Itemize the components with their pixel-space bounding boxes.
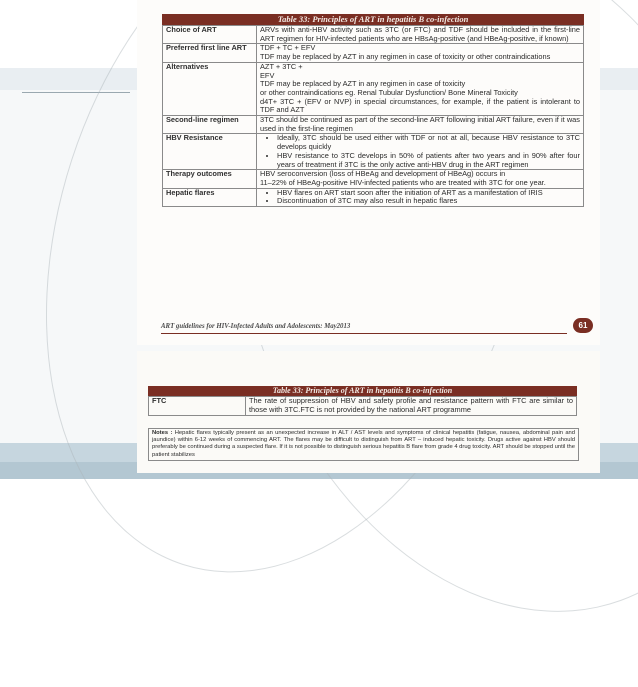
page-number: 61: [573, 318, 593, 333]
row-label: Alternatives: [163, 62, 257, 115]
table-row: [163, 116, 584, 134]
row-value: [257, 188, 584, 206]
row-value: AZT + 3TC + EFV TDF may be replaced by AZT in any regimen in case of toxicity or other contraindications eg. Renal Tubular Dysfunction/ Bone Mineral Toxicity d4T+ 3TC + (EFV or NVP) in special circumstances, for example, if the patient is intolerant to TDF and AZT: [257, 62, 584, 115]
table-row: [163, 44, 584, 62]
principles-table: [162, 25, 584, 207]
row-label: HBV Resistance: [163, 134, 257, 170]
document-page-1: [137, 0, 600, 345]
principles-table-continued: [148, 396, 577, 416]
table-row: [163, 26, 584, 44]
row-value: 3TC should be continued as part of the second-line ART following initial ART failure, even if it was used in the first-line regimen: [257, 116, 584, 134]
row-label: Choice of ART: [163, 26, 257, 44]
table-title: Table 33: Principles of ART in hepatitis B co-infection: [148, 386, 577, 396]
row-value: The rate of suppression of HBV and safety profile and resistance pattern with FTC are similar to those with 3TC.FTC is not provided by the national ART programme: [246, 397, 577, 416]
page-footer: ART guidelines for HIV-Infected Adults and Adolescents: May2013: [161, 323, 567, 334]
table-row: [149, 397, 577, 416]
row-label: Hepatic flares: [163, 188, 257, 206]
table-row: [163, 62, 584, 115]
row-value: [257, 134, 584, 170]
row-value: TDF + TC + EFV TDF may be replaced by AZT in any regimen in case of toxicity or other contraindications: [257, 44, 584, 62]
table-notes: Notes : Hepatic flares typically present as an unexpected increase in ALT / AST levels and symptoms of clinical hepatitis (fatigue, nausea, abdominal pain and jaundice) within 6-12 weeks of commencing ART. The flares may be difficult to distinguish from ART – induced hepatic toxicity. Drugs active against HBV should preferably be continued during a suspected flare. If it is not possible to distinguish serious hepatitis B flare from grade 4 drug toxicity. ART should be stopped until the patient stabilizes: [148, 428, 579, 461]
row-label: Therapy outcomes: [163, 170, 257, 188]
row-label: Preferred first line ART: [163, 44, 257, 62]
table-row: [163, 134, 584, 170]
list-item: • HBV resistance to 3TC develops in 50% of patients after two years and in 90% after four years of treatment if 3TC is the only active anti-HBV drug in the ART regimen: [277, 152, 580, 169]
document-page-2: [137, 351, 600, 473]
row-value: HBV seroconversion (loss of HBeAg and development of HBeAg) occurs in 11–22% of HBeAg-positive HIV-infected patients who are treated with 3TC for one year.: [257, 170, 584, 188]
list-item: • Ideally, 3TC should be used either with TDF or not at all, because HBV resistance to 3TC develops quickly: [277, 134, 580, 151]
table-title: Table 33: Principles of ART in hepatitis B co-infection: [162, 14, 584, 25]
row-label: FTC: [149, 397, 246, 416]
list-item: • HBV flares on ART start soon after the initiation of ART as a manifestation of IRIS: [277, 189, 580, 198]
table-row: [163, 188, 584, 206]
list-item: • Discontinuation of 3TC may also result in hepatic flares: [277, 197, 580, 206]
table-row: [163, 170, 584, 188]
row-label: Second-line regimen: [163, 116, 257, 134]
row-value: ARVs with anti-HBV activity such as 3TC (or FTC) and TDF should be included in the first-line ART regimen for HIV-infected patients who are HBsAg-positive (and HBeAg-positive, if known): [257, 26, 584, 44]
